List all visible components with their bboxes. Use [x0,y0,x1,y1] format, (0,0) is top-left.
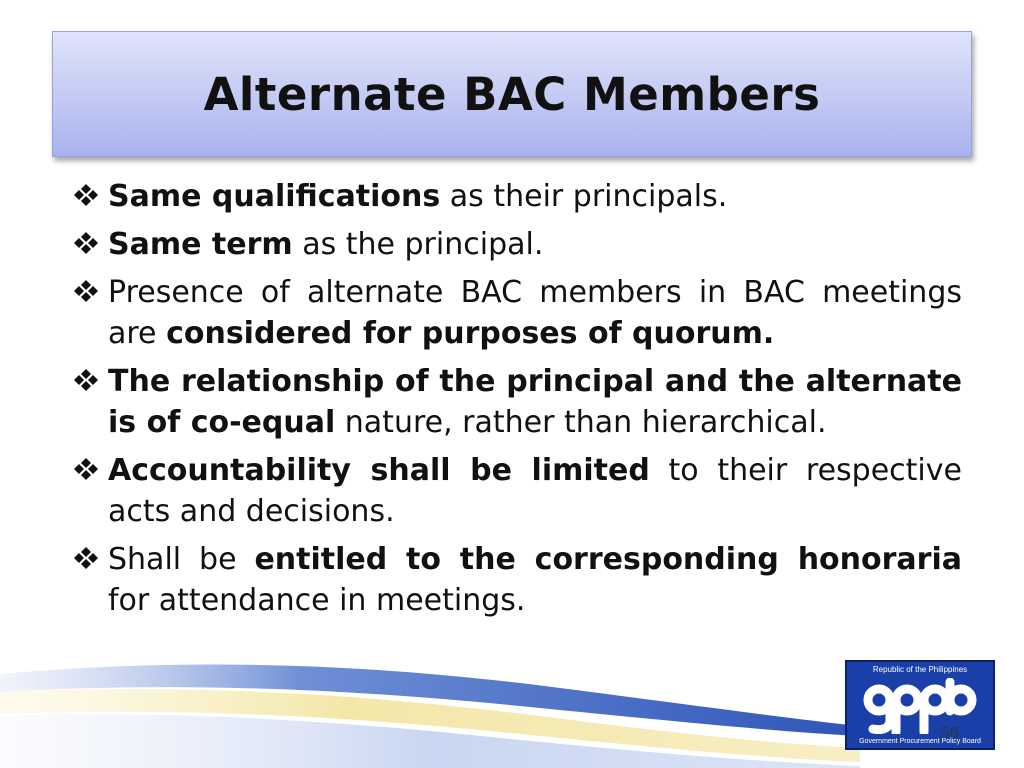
bullet-text [108,450,962,532]
four-diamond-bullet-icon [74,230,108,256]
bullet-item [74,361,962,443]
bullet-plain-text: nature, rather than hierarchical. [335,405,827,440]
bullet-item [74,176,962,217]
bullet-text [108,176,962,217]
bullet-bold-text: Accountability shall be limited [108,453,650,488]
bullet-bold-text: The relationship of the principal and the alternate is of co-equal [108,364,962,440]
bullet-plain-text: Presence of alternate BAC members in BAC meetings are [108,275,962,351]
bullet-plain-text: for attendance in meetings. [108,583,526,618]
bullet-plain-text: as their principals. [440,179,728,214]
four-diamond-bullet-icon [74,456,108,482]
four-diamond-bullet-icon [74,367,108,393]
bullet-plain-text: to their respective acts and decisions. [108,453,962,529]
logo-top-text: Republic of the Philippines [872,665,968,674]
bullet-text [108,224,962,265]
bullet-bold-text: Same term [108,227,293,262]
gppb-logo [845,660,995,750]
bullet-item [74,539,962,621]
gppb-logo-mark-icon [863,678,977,734]
four-diamond-bullet-icon [74,545,108,571]
four-diamond-bullet-icon [74,182,108,208]
bullet-plain-text: Shall be [108,542,255,577]
page-number: 56 [940,724,960,742]
bullet-bold-text: Same qualifications [108,179,441,214]
bullet-text [108,272,962,354]
bullet-item [74,224,962,265]
bullet-item [74,272,962,354]
slide-title: Alternate BAC Members [203,67,821,121]
bullet-list [74,176,962,628]
bullet-bold-text: considered for purposes of quorum. [166,316,775,351]
title-banner [52,31,972,157]
bullet-bold-text: entitled to the corresponding honoraria [254,542,962,577]
bullet-item [74,450,962,532]
four-diamond-bullet-icon [74,278,108,304]
bullet-text [108,539,962,621]
logo-bottom-text: Government Procurement Policy Board [859,738,981,745]
bullet-plain-text: as the principal. [292,227,544,262]
bullet-text [108,361,962,443]
